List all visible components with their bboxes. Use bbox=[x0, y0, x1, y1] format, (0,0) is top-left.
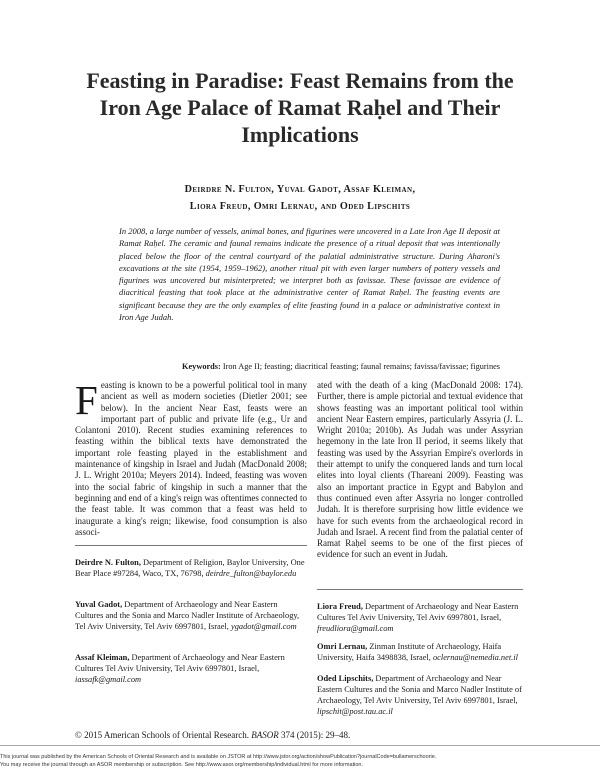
affiliation-fulton: Deirdre N. Fulton, Department of Religion, Baylor University, One Bear Place #97284, Waco, TX, 76798, deirdre_fulton@baylor.edu bbox=[75, 558, 305, 578]
email-link[interactable]: iassafk@gmail.com bbox=[75, 675, 142, 684]
email-link[interactable]: deirdre_fulton@baylor.edu bbox=[205, 569, 297, 578]
affiliation-lipschits: Oded Lipschits, Department of Archaeology and Near Eastern Cultures and the Sonia and Marco Nadler Institute of Archaeology, Tel Aviv University, Tel Aviv 6997801, Israel, lipschit@post.tau.ac.il bbox=[317, 674, 522, 716]
body-column-left bbox=[75, 377, 307, 538]
footer-divider bbox=[0, 745, 600, 746]
body-text-left: easting is known to be a powerful political tool in many ancient as well as modern societies (Dietler 2001; see below). In the ancient Near East, feasts were an important part of public and private life (e.g., Ur and Colantoni 2010). Recent studies examining references to feasting within the biblical texts have demonstrated the important role feasting played in the establishment and maintenance of kingship in Israel and Judah (MacDonald 2008; J. L. Wright 2010a; Meyers 2014). Indeed, feasting was woven into the social fabric of kingship in such a manner that the beginning and end of a king's reign was oftentimes connected to the feast table. It was common that a feast was held to inaugurate a king's reign; likewise, food consumption is also associ- bbox=[75, 380, 307, 537]
author-line-2: Liora Freud, Omri Lernau, and Oded Lipschits bbox=[189, 201, 411, 212]
article-title: Feasting in Paradise: Feast Remains from the Iron Age Palace of Ramat Raḥel and Their Implications bbox=[86, 68, 514, 147]
keywords-list: Iron Age II; feasting; diacritical feasting; faunal remains; favissa/favissae; figurines bbox=[222, 362, 500, 371]
footer-line-1[interactable]: This journal was published by the American Schools of Oriental Research and is available on JSTOR at http://www.jstor.org/action/showPublication?journalCode=bullamerschoorie. bbox=[0, 754, 437, 760]
keywords-label: Keywords: bbox=[182, 362, 221, 371]
keywords bbox=[120, 361, 500, 372]
body-text-right: ated with the death of a king (MacDonald 2008: 174). Further, there is ample pictorial and textual evidence that shows feasting was an important political tool within ancient Near Eastern empires, particularly Assyria (J. L. Wright 2010a; 2010b). As Judah was under Assyrian hegemony in the late Iron II period, it seems likely that feasting was used by the Assyrian Empire's overlords in their attempt to unify the conquered lands and turn local elites into loyal clients (Thareani 2009). Feasting was also an important practice in Egypt and Babylon and thus continued even after Assyria no longer controlled Judah. It is therefore surprising how little evidence we have for such events from the archaeological record in Judah and Israel. A recent find from the palatial center of Ramat Raḥel seems to be one of the first pieces of evidence for such an event in Judah. bbox=[317, 380, 523, 560]
affiliation-divider-right bbox=[317, 589, 523, 590]
copyright-line: © 2015 American Schools of Oriental Research. BASOR 374 (2015): 29–48. bbox=[75, 730, 351, 740]
affiliation-lernau: Omri Lernau, Zinman Institute of Archaeology, Haifa University, Haifa 3498838, Israel, oclernau@nemedia.net.il bbox=[317, 642, 518, 662]
email-link[interactable]: oclernau@nemedia.net.il bbox=[432, 653, 518, 662]
affiliation-divider-left bbox=[75, 545, 307, 546]
jstor-footer bbox=[0, 753, 600, 769]
author-line-1: Deirdre N. Fulton, Yuval Gadot, Assaf Kleiman, bbox=[184, 184, 416, 195]
affiliation-freud: Liora Freud, Department of Archaeology and Near Eastern Cultures Tel Aviv University, Tel Aviv 6997801, Israel, freudliora@gmail.com bbox=[317, 602, 519, 633]
email-link[interactable]: ygadot@gmail.com bbox=[231, 622, 297, 631]
affiliation-kleiman: Assaf Kleiman, Department of Archaeology and Near Eastern Cultures Tel Aviv University, Tel Aviv 6997801, Israel, iassafk@gmail.com bbox=[75, 653, 285, 684]
affiliation-gadot: Yuval Gadot, Department of Archaeology and Near Eastern Cultures and the Sonia and Marco Nadler Institute of Archaeology, Tel Aviv University, Tel Aviv 6997801, Israel, ygadot@gmail.com bbox=[75, 600, 300, 631]
body-column-right bbox=[317, 380, 523, 561]
abstract: In 2008, a large number of vessels, animal bones, and figurines were uncovered in a Late Iron Age II deposit at Ramat Raḥel. The ceramic and faunal remains indicate the presence of a ritual deposit that was intentionally placed below the floor of the central courtyard of the palatial administrative structure. During Aharoni's excavations at the site (1954, 1959–1962), another ritual pit with even larger numbers of pottery vessels and figurines was uncovered but misinterpreted; we interpret both as favissae. These favissae are evidence of diacritical feasting that took place at the administrative center of Ramat Raḥel. The feasting events are significant because they are the only examples of elite feasting found in a palace or administrative context in Iron Age Judah. bbox=[119, 226, 500, 323]
email-link[interactable]: freudliora@gmail.com bbox=[317, 624, 394, 633]
drop-cap: F bbox=[75, 377, 98, 423]
footer-line-2[interactable]: You may receive the journal through an ASOR membership or subscription. See http://www.asor.org/membership/individual.html for more information. bbox=[0, 762, 363, 768]
journal-name: BASOR bbox=[251, 730, 279, 740]
email-link[interactable]: lipschit@post.tau.ac.il bbox=[317, 707, 393, 716]
author-list bbox=[130, 181, 470, 215]
